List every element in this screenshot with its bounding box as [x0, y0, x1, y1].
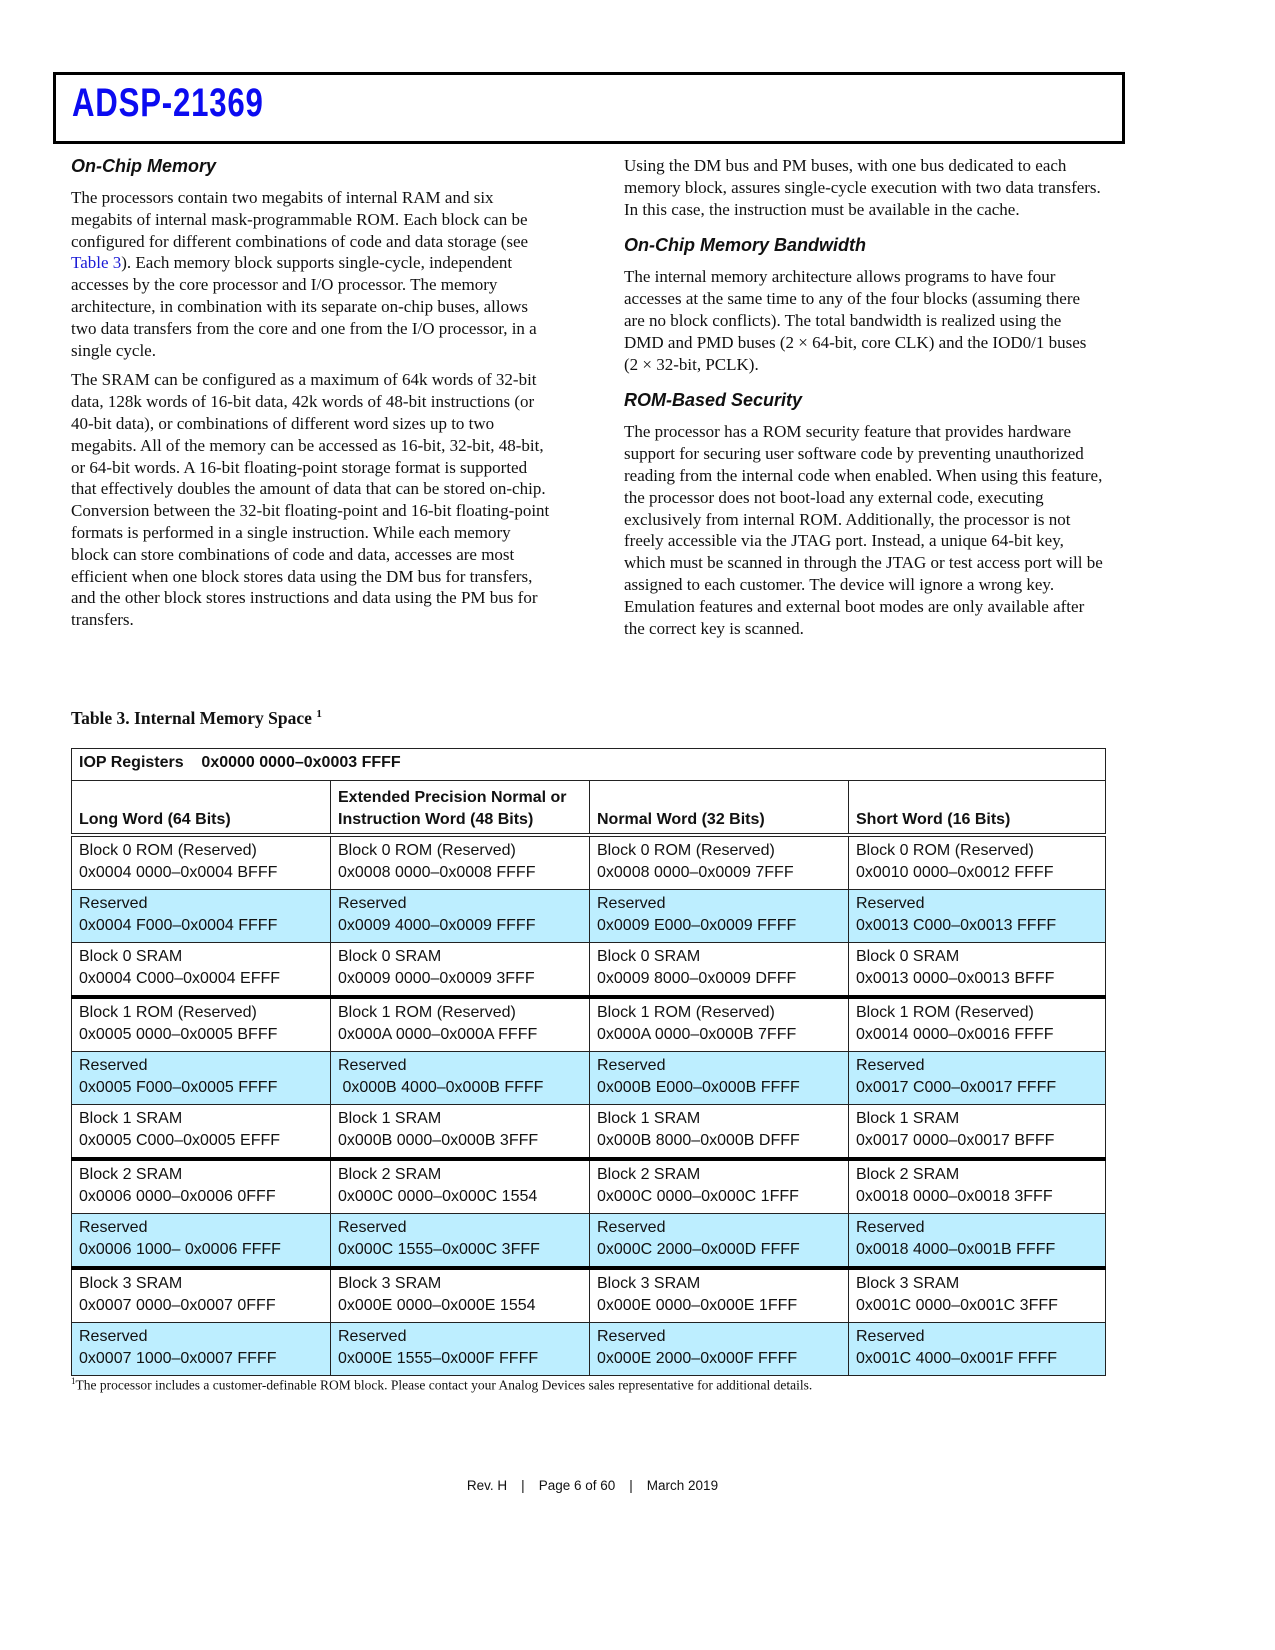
address-range: 0x0006 1000– 0x0006 FFFF [79, 1240, 281, 1258]
address-range: 0x000A 0000–0x000B 7FFF [597, 1025, 797, 1043]
table-cell [849, 1214, 1106, 1269]
table-cell [849, 1105, 1106, 1160]
date: March 2019 [646, 1478, 719, 1493]
address-range: 0x000C 0000–0x000C 1554 [338, 1187, 538, 1205]
address-range: 0x000C 2000–0x000D FFFF [597, 1240, 800, 1258]
address-range: 0x001C 0000–0x001C 3FFF [856, 1296, 1058, 1314]
table-cell [72, 1214, 331, 1269]
table-cell [849, 1159, 1106, 1214]
table-cell [849, 1052, 1106, 1105]
table-cell [590, 1159, 849, 1214]
table-cell [72, 890, 331, 943]
address-range: 0x000E 1555–0x000F FFFF [338, 1349, 539, 1367]
table-caption [71, 708, 322, 729]
table-cell [72, 835, 331, 890]
memory-table [71, 748, 1106, 1376]
paragraph: The SRAM can be configured as a maximum of 64k words of 32-bit data, 128k words of 16-bit data, 42k words of 48-bit instructions (or 40-bit data), or combinations of different word sizes up to two megabits. All of the memory can be accessed as 16-bit, 32-bit, 48-bit, or 64-bit words. A 16-bit floating-point storage format is supported that effectively doubles the amount of data that can be stored on-chip. Conversion between the 32-bit floating-point and 16-bit floating-point formats is performed in a single instruction. While each memory block can store combinations of code and data, accesses are most efficient when one block stores data using the DM bus for transfers, and the other block stores instructions and data using the PM bus for transfers. [71, 370, 550, 630]
region-name: Block 1 ROM (Reserved) [597, 1004, 775, 1021]
table-row [72, 1268, 1106, 1323]
address-range: 0x0004 C000–0x0004 EFFF [79, 969, 281, 987]
table-cell [72, 997, 331, 1052]
address-range: 0x0005 0000–0x0005 BFFF [79, 1025, 278, 1043]
footnote-mark: 1 [71, 1376, 76, 1386]
region-name: Block 1 ROM (Reserved) [856, 1004, 1034, 1021]
table-cell [590, 1323, 849, 1376]
address-range: 0x000E 0000–0x000E 1FFF [597, 1296, 798, 1314]
address-range: 0x0005 C000–0x0005 EFFF [79, 1131, 281, 1149]
table-cell [72, 1323, 331, 1376]
table-cell [590, 1105, 849, 1160]
table-3-link[interactable]: Table 3 [71, 253, 122, 273]
address-range: 0x0017 0000–0x0017 BFFF [856, 1131, 1055, 1149]
address-range: 0x0014 0000–0x0016 FFFF [856, 1025, 1054, 1043]
region-name: Reserved [79, 895, 148, 912]
table-cell [590, 997, 849, 1052]
address-range: 0x000E 0000–0x000E 1554 [338, 1296, 536, 1314]
region-name: Block 0 SRAM [597, 948, 701, 965]
table-cell [72, 943, 331, 998]
table-cell [331, 890, 590, 943]
region-name: Block 1 SRAM [338, 1110, 442, 1127]
table-cell [331, 1105, 590, 1160]
table-cell [72, 1105, 331, 1160]
region-name: Block 1 SRAM [597, 1110, 701, 1127]
page-number: Page 6 of 60 [538, 1478, 616, 1493]
region-name: Reserved [338, 1219, 407, 1236]
address-range: 0x000B 4000–0x000B FFFF [338, 1078, 544, 1096]
region-name: Block 0 SRAM [856, 948, 960, 965]
table-cell [590, 1268, 849, 1323]
region-name: Reserved [338, 895, 407, 912]
region-name: Reserved [597, 1328, 666, 1345]
region-name: Reserved [79, 1057, 148, 1074]
address-range: 0x000C 0000–0x000C 1FFF [597, 1187, 799, 1205]
table-row [72, 890, 1106, 943]
right-column [624, 155, 1104, 647]
column-header: Long Word (64 Bits) [72, 781, 331, 836]
address-range: 0x0013 0000–0x0013 BFFF [856, 969, 1055, 987]
address-range: 0x000A 0000–0x000A FFFF [338, 1025, 538, 1043]
caption-footnote-mark: 1 [316, 708, 322, 721]
table-cell [849, 1323, 1106, 1376]
table-cell [331, 943, 590, 998]
revision: Rev. H [466, 1478, 508, 1493]
table-cell [331, 835, 590, 890]
table-row [72, 835, 1106, 890]
address-range: 0x0008 0000–0x0009 7FFF [597, 863, 794, 881]
table-cell [72, 1159, 331, 1214]
table-cell [590, 835, 849, 890]
text: ). Each memory block supports single-cycle, independent accesses by the core processor and I/O processor. The memory architecture, in combination with its separate on-chip buses, allows two data transfers from the core and one from the I/O processor, in a single cycle. [71, 253, 537, 360]
address-range: 0x0009 4000–0x0009 FFFF [338, 916, 536, 934]
region-name: Block 3 SRAM [338, 1275, 442, 1292]
table-cell [331, 1323, 590, 1376]
iop-cell: IOP Registers 0x0000 0000–0x0003 FFFF [72, 749, 1106, 781]
region-name: Reserved [597, 1219, 666, 1236]
table-cell [849, 997, 1106, 1052]
address-range: 0x000E 2000–0x000F FFFF [597, 1349, 798, 1367]
table-row [72, 1052, 1106, 1105]
region-name: Block 2 SRAM [338, 1166, 442, 1183]
address-range: 0x0007 0000–0x0007 0FFF [79, 1296, 276, 1314]
region-name: Block 3 SRAM [856, 1275, 960, 1292]
column-header: Normal Word (32 Bits) [590, 781, 849, 836]
region-name: Reserved [597, 1057, 666, 1074]
table-cell [849, 890, 1106, 943]
table-row [72, 997, 1106, 1052]
table-footnote [71, 1376, 812, 1394]
table-cell [331, 1159, 590, 1214]
region-name: Block 1 ROM (Reserved) [338, 1004, 516, 1021]
table-cell [590, 890, 849, 943]
address-range: 0x000B 8000–0x000B DFFF [597, 1131, 800, 1149]
iop-row [72, 749, 1106, 781]
region-name: Block 2 SRAM [79, 1166, 183, 1183]
region-name: Block 0 ROM (Reserved) [79, 842, 257, 859]
address-range: 0x0009 0000–0x0009 3FFF [338, 969, 535, 987]
region-name: Block 0 ROM (Reserved) [338, 842, 516, 859]
table-row [72, 943, 1106, 998]
region-name: Reserved [856, 1328, 925, 1345]
region-name: Reserved [338, 1057, 407, 1074]
address-range: 0x0004 0000–0x0004 BFFF [79, 863, 278, 881]
region-name: Block 2 SRAM [856, 1166, 960, 1183]
table-cell [590, 1052, 849, 1105]
page-footer [0, 1478, 1185, 1493]
table-cell [331, 1268, 590, 1323]
region-name: Reserved [856, 895, 925, 912]
address-range: 0x0007 1000–0x0007 FFFF [79, 1349, 277, 1367]
address-range: 0x0005 F000–0x0005 FFFF [79, 1078, 278, 1096]
footnote-text: The processor includes a customer-definable ROM block. Please contact your Analog Devices sales representative for additional details. [75, 1377, 813, 1393]
header-box [53, 72, 1125, 144]
table-cell [590, 943, 849, 998]
address-range: 0x0018 0000–0x0018 3FFF [856, 1187, 1053, 1205]
region-name: Block 3 SRAM [79, 1275, 183, 1292]
table-cell [590, 1214, 849, 1269]
table-cell [849, 943, 1106, 998]
table-row [72, 1105, 1106, 1160]
paragraph [71, 187, 551, 361]
address-range: 0x0009 8000–0x0009 DFFF [597, 969, 797, 987]
region-name: Block 1 SRAM [856, 1110, 960, 1127]
separator: | [521, 1478, 525, 1493]
caption-text: Table 3. Internal Memory Space [71, 708, 312, 728]
table-cell [331, 1052, 590, 1105]
product-title: ADSP-21369 [72, 81, 264, 125]
table-row [72, 1214, 1106, 1269]
address-range: 0x0013 C000–0x0013 FFFF [856, 916, 1057, 934]
region-name: Block 2 SRAM [597, 1166, 701, 1183]
address-range: 0x0006 0000–0x0006 0FFF [79, 1187, 276, 1205]
paragraph: Using the DM bus and PM buses, with one bus dedicated to each memory block, assures single-cycle execution with two data transfers. In this case, the instruction must be available in the cache. [624, 156, 1101, 219]
address-range: 0x001C 4000–0x001F FFFF [856, 1349, 1057, 1367]
region-name: Block 3 SRAM [597, 1275, 701, 1292]
address-range: 0x000B E000–0x000B FFFF [597, 1078, 800, 1096]
address-range: 0x0009 E000–0x0009 FFFF [597, 916, 797, 934]
region-name: Reserved [856, 1219, 925, 1236]
address-range: 0x0010 0000–0x0012 FFFF [856, 863, 1054, 881]
separator: | [629, 1478, 633, 1493]
column-header-row [72, 781, 1106, 836]
column-header: Short Word (16 Bits) [849, 781, 1106, 836]
address-range: 0x000B 0000–0x000B 3FFF [338, 1131, 539, 1149]
address-range: 0x0018 4000–0x001B FFFF [856, 1240, 1056, 1258]
address-range: 0x0008 0000–0x0008 FFFF [338, 863, 536, 881]
left-column [71, 155, 551, 639]
region-name: Reserved [338, 1328, 407, 1345]
address-range: 0x0004 F000–0x0004 FFFF [79, 916, 278, 934]
section-heading: ROM-Based Security [624, 390, 803, 411]
paragraph: The processor has a ROM security feature that provides hardware support for securing user software code by preventing unauthorized reading from the internal code when enabled. When using this feature, the processor does not boot-load any external code, executing exclusively from internal ROM. Additionally, the processor is not freely accessible via the JTAG port. Instead, a unique 64-bit key, which must be scanned in through the JTAG or test access port will be assigned to each customer. The device will ignore a wrong key. Emulation features and external boot modes are only available after the correct key is scanned. [624, 422, 1103, 638]
table-cell [331, 997, 590, 1052]
table-cell [849, 1268, 1106, 1323]
table-row [72, 1323, 1106, 1376]
paragraph: The internal memory architecture allows programs to have four accesses at the same time to any of the four blocks (assuming there are no block conflicts). The total bandwidth is realized using the DMD and PMD buses (2 × 64-bit, core CLK) and the IOD0/1 buses (2 × 32-bit, PCLK). [624, 267, 1087, 374]
table-cell [72, 1268, 331, 1323]
region-name: Block 1 SRAM [79, 1110, 183, 1127]
region-name: Reserved [79, 1328, 148, 1345]
region-name: Block 0 SRAM [338, 948, 442, 965]
region-name: Block 0 ROM (Reserved) [856, 842, 1034, 859]
region-name: Block 1 ROM (Reserved) [79, 1004, 257, 1021]
region-name: Reserved [79, 1219, 148, 1236]
text: The processors contain two megabits of internal RAM and six megabits of internal mask-programmable ROM. Each block can be configured for different combinations of code and data storage (see [71, 188, 529, 251]
section-heading: On-Chip Memory [71, 156, 217, 176]
column-header: Extended Precision Normal or Instruction Word (48 Bits) [331, 781, 590, 836]
table-row [72, 1159, 1106, 1214]
region-name: Reserved [597, 895, 666, 912]
section-heading: On-Chip Memory Bandwidth [624, 235, 866, 256]
table-cell [331, 1214, 590, 1269]
table-cell [849, 835, 1106, 890]
address-range: 0x000C 1555–0x000C 3FFF [338, 1240, 540, 1258]
region-name: Reserved [856, 1057, 925, 1074]
address-range: 0x0017 C000–0x0017 FFFF [856, 1078, 1057, 1096]
region-name: Block 0 SRAM [79, 948, 183, 965]
region-name: Block 0 ROM (Reserved) [597, 842, 775, 859]
table-cell [72, 1052, 331, 1105]
